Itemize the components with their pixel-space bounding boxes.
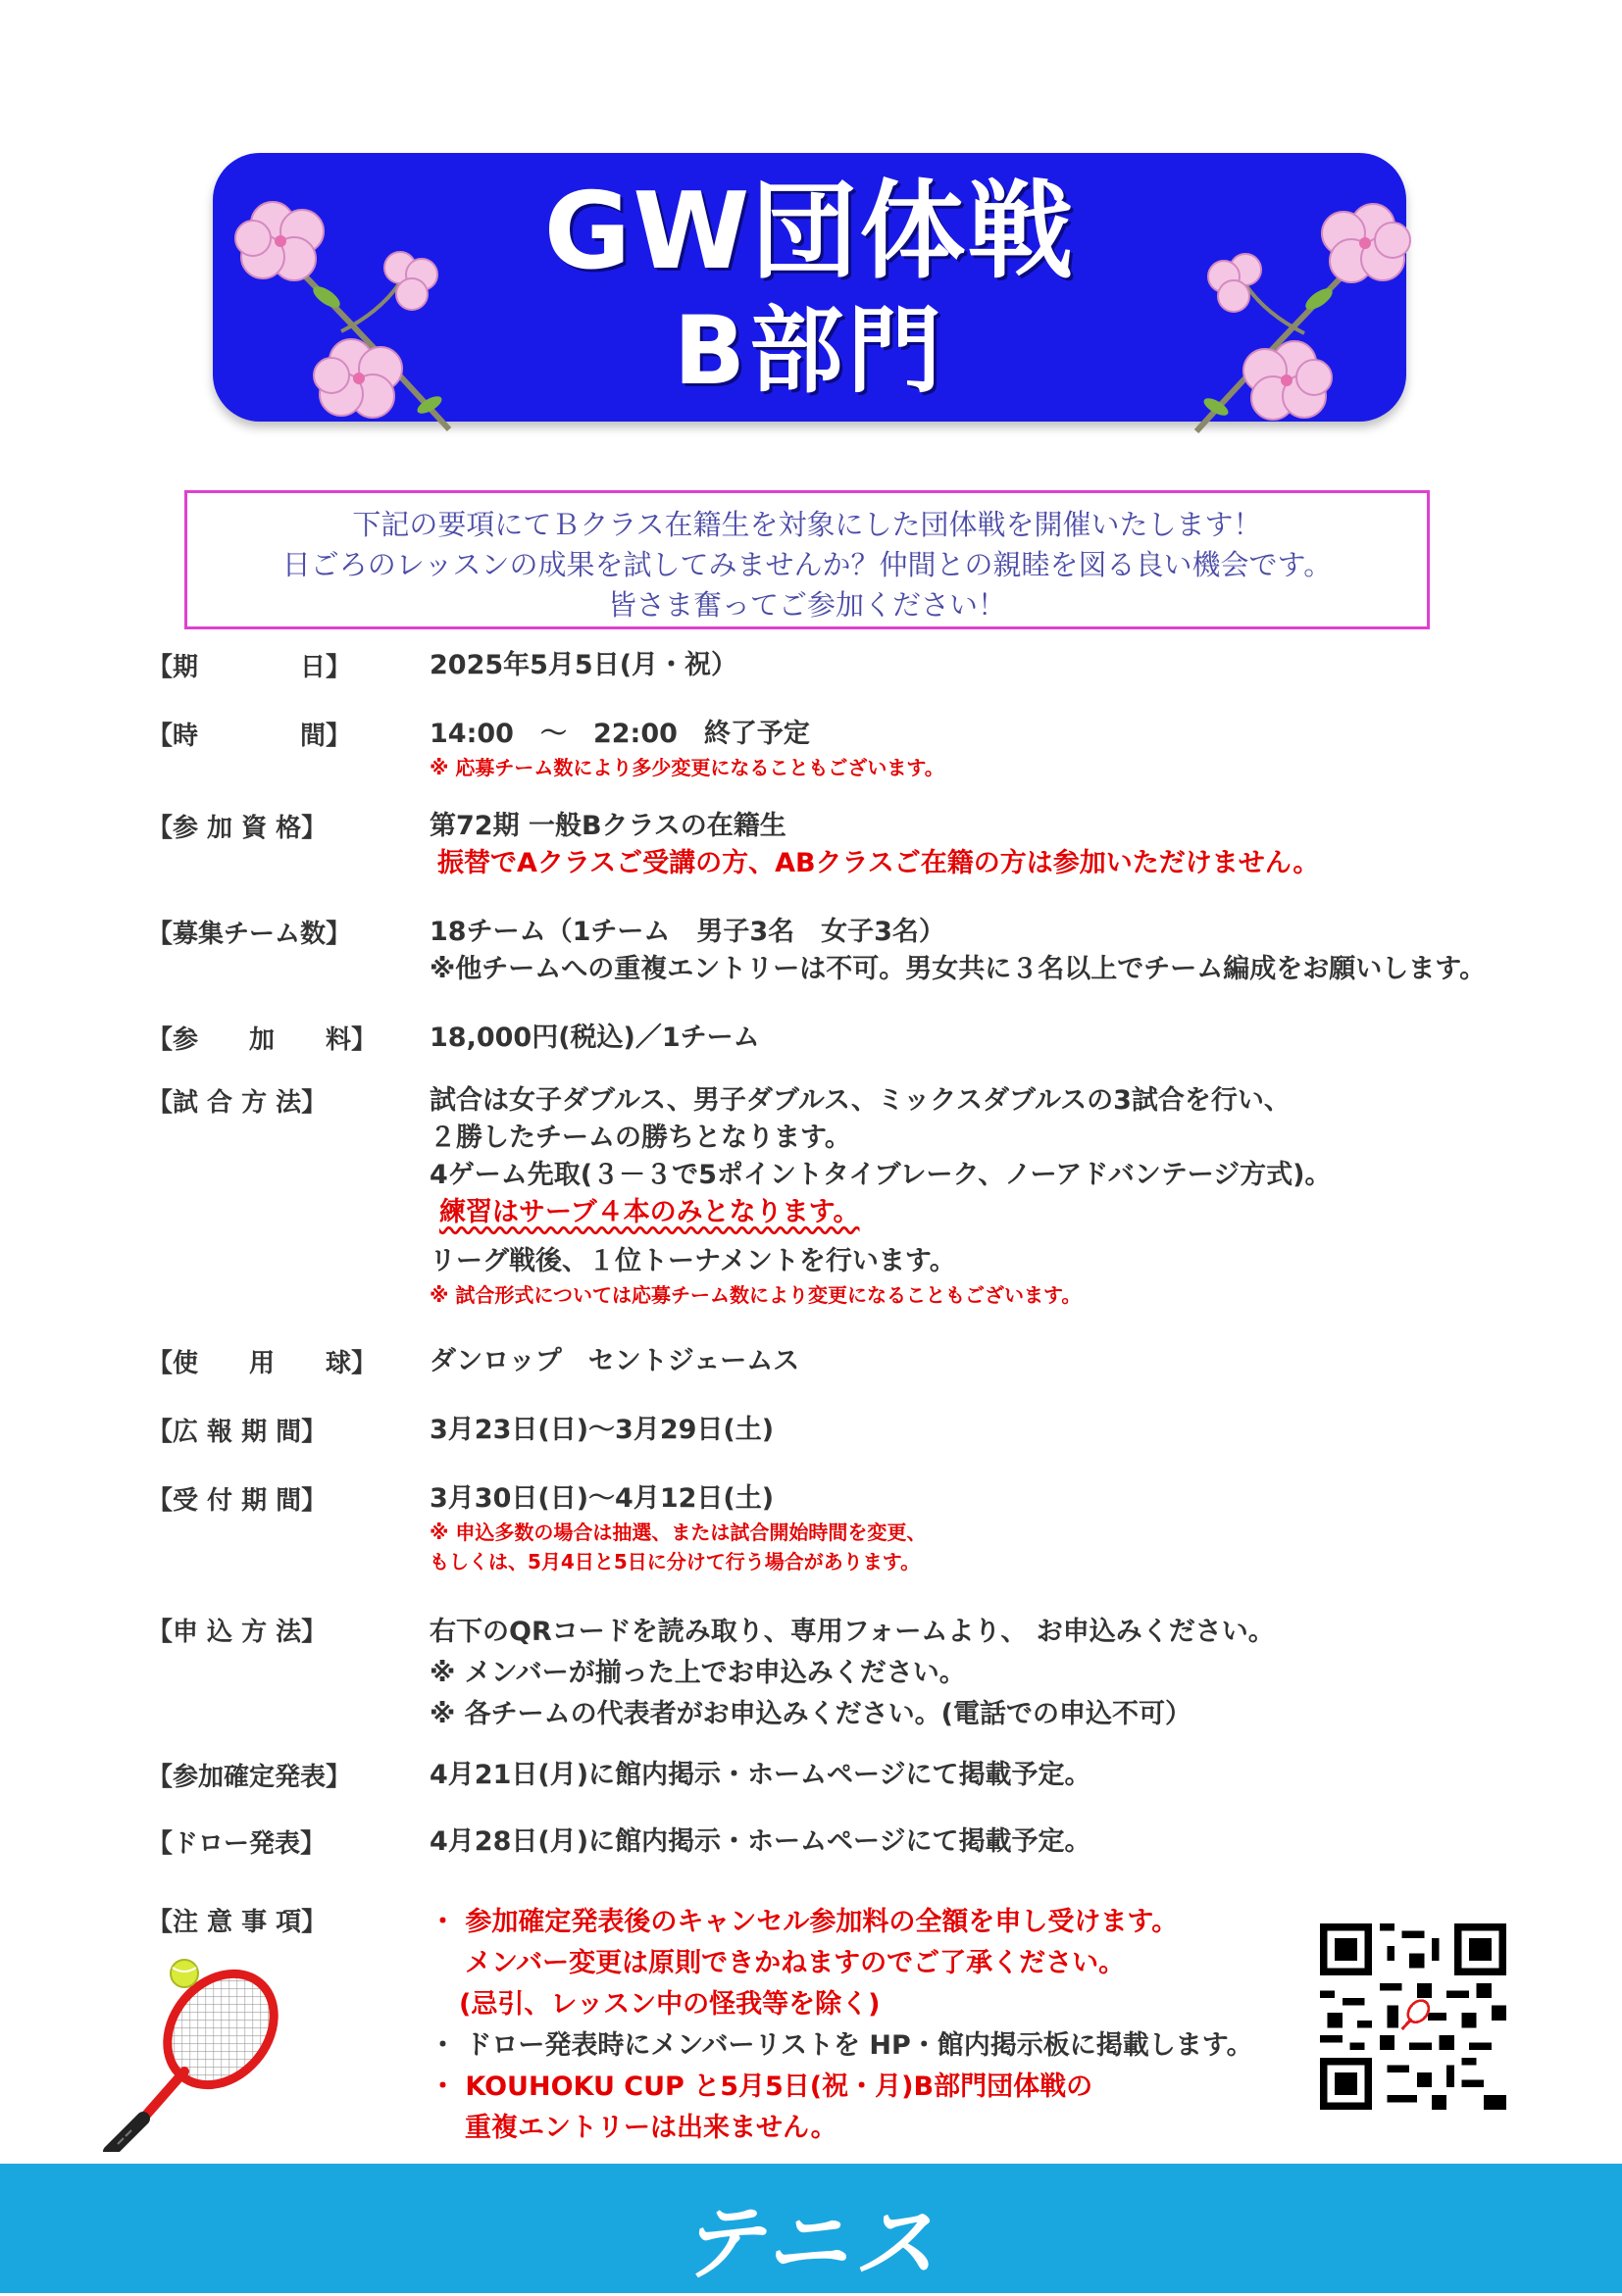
value-format-line: 試合は女子ダブルス、男子ダブルス、ミックスダブルスの3試合を行い、 [430,1085,1291,1116]
value-time: 14:00 ～ 22:00 終了予定 [430,719,810,749]
tennis-racket-icon [98,1956,294,2152]
note-bullet: ・ 参加確定発表後のキャンセル参加料の全額を申し受けます。 [430,1907,1179,1937]
cherry-blossom-right-icon [1177,196,1412,441]
intro-line: 下記の要項にてＢクラス在籍生を対象にした団体戦を開催いたします！ [352,508,1262,541]
label-notes: 【注 意 事 項】 [147,1908,328,1937]
label-teams: 【募集チーム数】 [147,920,352,949]
note-time: ※ 応募チーム数により多少変更になることもございます。 [430,756,944,779]
intro-line: 皆さま奮ってご参加ください！ [607,588,1006,622]
label-draw: 【ドロー発表】 [147,1829,327,1859]
cherry-blossom-left-icon [233,194,469,439]
footer-logo: テニス [680,2195,942,2291]
label-time: 【時 間】 [147,722,352,751]
value-eligibility: 第72期 一般Bクラスの在籍生 [430,811,786,841]
value-format-line: 4ゲーム先取(３－３で5ポイントタイブレーク、ノーアドバンテージ方式)。 [430,1160,1332,1190]
footer-bar [0,2164,1622,2293]
note-format: ※ 試合形式については応募チーム数により変更になることもございます。 [430,1283,1082,1307]
note-bullet: ・ KOUHOKU CUP と5月5日(祝・月)B部門団体戦の [430,2071,1093,2102]
note-bullet: メンバー変更は原則できかねますのでご了承ください。 [465,1948,1126,1978]
value-date: 2025年5月5日(月・祝） [430,650,738,680]
value-draw: 4月28日(月)に館内掲示・ホームページにて掲載予定。 [430,1826,1091,1857]
note-bullet: 重複エントリーは出来ません。 [465,2113,837,2143]
note-teams: ※他チームへの重複エントリーは不可。男女共に３名以上でチーム編成をお願いします。 [430,954,1487,984]
value-confirm: 4月21日(月)に館内掲示・ホームページにて掲載予定。 [430,1760,1091,1790]
value-apply-line: ※ メンバーが揃った上でお申込みください。 [430,1658,966,1688]
value-reception: 3月30日(日)～4月12日(土) [430,1483,775,1514]
banner-title: GW団体戦 [543,171,1076,293]
label-date: 【期 日】 [147,653,352,682]
value-format-line: ２勝したチームの勝ちとなります。 [430,1123,851,1153]
banner-subtitle: B部門 [673,296,946,406]
value-format-league: リーグ戦後、１位トーナメントを行います。 [430,1246,956,1276]
label-fee: 【参 加 料】 [147,1025,378,1055]
value-pr-period: 3月23日(日)～3月29日(土) [430,1415,775,1445]
label-ball: 【使 用 球】 [147,1349,378,1378]
value-apply-line: ※ 各チームの代表者がお申込みください。(電話での申込不可） [430,1699,1191,1729]
note-reception: もしくは、5月4日と5日に分けて行う場合があります。 [430,1550,921,1573]
qr-code[interactable] [1320,1923,1506,2110]
note-eligibility: 振替でAクラスご受講の方、ABクラスご在籍の方は参加いただけません。 [437,848,1320,878]
note-bullet: (忌引、レッスン中の怪我等を除く) [459,1989,881,2020]
label-format: 【試 合 方 法】 [147,1088,328,1118]
note-reception: ※ 申込多数の場合は抽選、または試合開始時間を変更、 [430,1521,927,1544]
intro-line: 日ごろのレッスンの成果を試してみませんか？仲間との親睦を図る良い機会です。 [281,548,1333,581]
intro-box [184,490,1430,629]
label-pr-period: 【広 報 期 間】 [147,1418,328,1447]
label-eligibility: 【参 加 資 格】 [147,814,328,843]
value-ball: ダンロップ セントジェームス [430,1346,800,1376]
value-fee: 18,000円(税込)／1チーム [430,1023,760,1053]
value-teams: 18チーム（1チーム 男子3名 女子3名） [430,917,945,947]
label-reception: 【受 付 期 間】 [147,1486,328,1516]
value-apply-line: 右下のQRコードを読み取り、専用フォームより、 お申込みください。 [430,1617,1275,1647]
label-confirm: 【参加確定発表】 [147,1763,352,1792]
practice-note: 練習はサーブ４本のみとなります。 [439,1197,860,1227]
note-bullet: ・ ドロー発表時にメンバーリストを HP・館内掲示板に掲載します。 [430,2030,1253,2061]
label-apply: 【申 込 方 法】 [147,1618,328,1647]
